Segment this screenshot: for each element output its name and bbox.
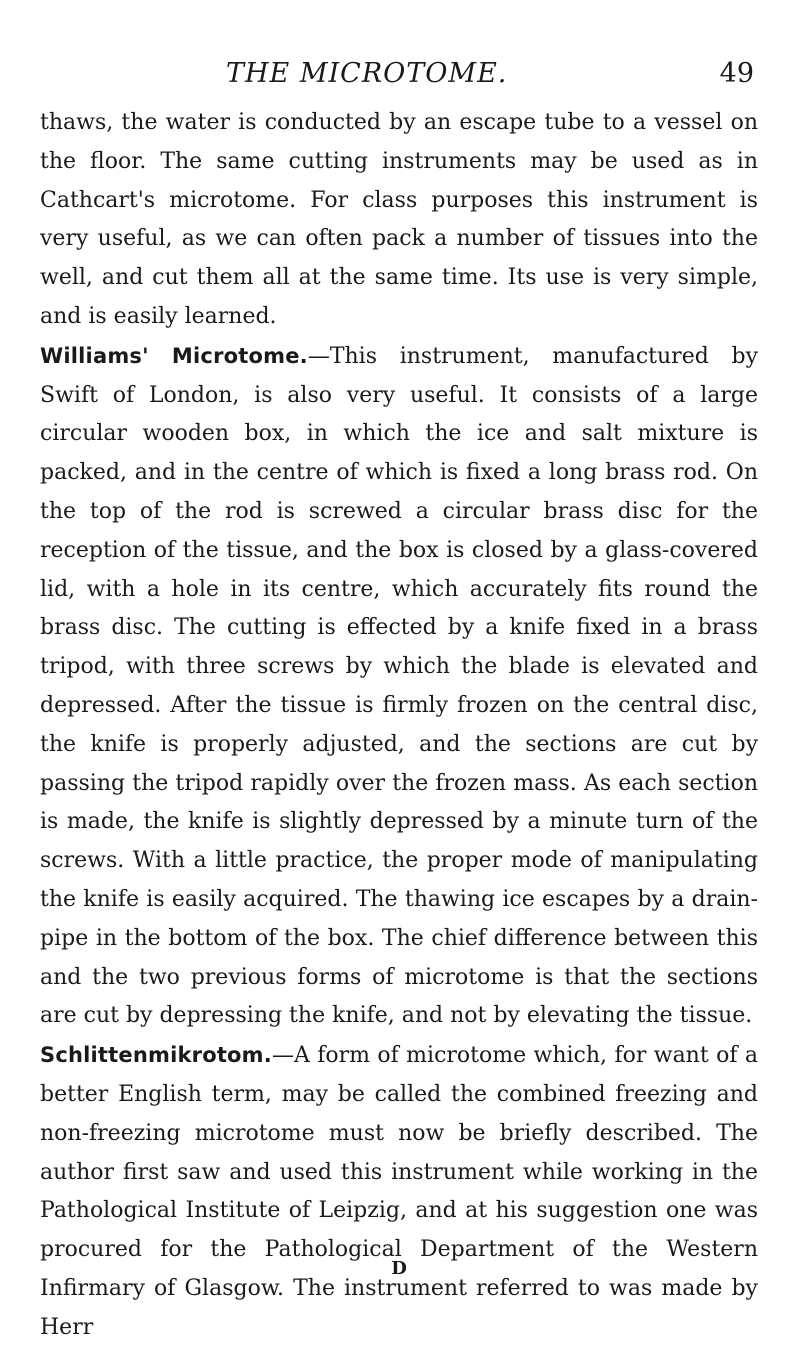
paragraph-continuation — [40, 104, 758, 337]
section-heading-williams: Williams' Microtome. — [40, 343, 308, 368]
paragraph-text: —This instrument, manufactured by Swift of London, is also very useful. It consists of a large circular wooden box, in which the ice and salt mixture is packed, and in the centre of which is fixed a long brass rod. On the top of the rod is screwed a circular brass disc for the reception of the tissue, and the box is closed by a glass-covered lid, with a hole in its centre, which accurately fits round the brass disc. The cutting is effected by a knife fixed in a brass tripod, with three screws by which the blade is elevated and depressed. After the tissue is firmly frozen on the central disc, the knife is properly adjusted, and the sections are cut by passing the tripod rapidly over the frozen mass. As each section is made, the knife is slightly depressed by a minute turn of the screws. With a little practice, the proper mode of manipulating the knife is easily acquired. The thawing ice escapes by a drain-pipe in the bottom of the box. The chief difference between this and the two previous forms of microtome is that the sections are cut by depressing the knife, and not by elevating the tissue. — [40, 343, 758, 1029]
paragraph-text: —A form of microtome which, for want of a better English term, may be called the combined freezing and non-freezing microtome must now be briefly described. The author first saw and used this instrument while working in the Pathological Institute of Leipzig, and at his suggestion one was procured for the Pathological Department of the Western Infirmary of Glasgow. The instrument referred to was made by Herr — [40, 1043, 758, 1340]
book-page — [40, 0, 758, 1340]
signature-mark: D — [391, 1258, 407, 1279]
section-heading-schlittenmikrotom: Schlittenmikrotom. — [40, 1043, 272, 1068]
page-number: 49 — [719, 58, 754, 89]
running-title: THE MICROTOME. — [226, 58, 508, 89]
paragraph-schlittenmikrotom — [40, 1036, 758, 1347]
body-text — [40, 104, 758, 1348]
paragraph-williams-microtome — [40, 337, 758, 1036]
running-head — [40, 58, 758, 98]
paragraph-text: thaws, the water is conducted by an escape tube to a vessel on the floor. The same cutting instruments may be used as in Cathcart's microtome. For class purposes this instrument is very useful, as we can often pack a number of tissues into the well, and cut them all at the same time. Its use is very simple, and is easily learned. — [40, 110, 758, 329]
